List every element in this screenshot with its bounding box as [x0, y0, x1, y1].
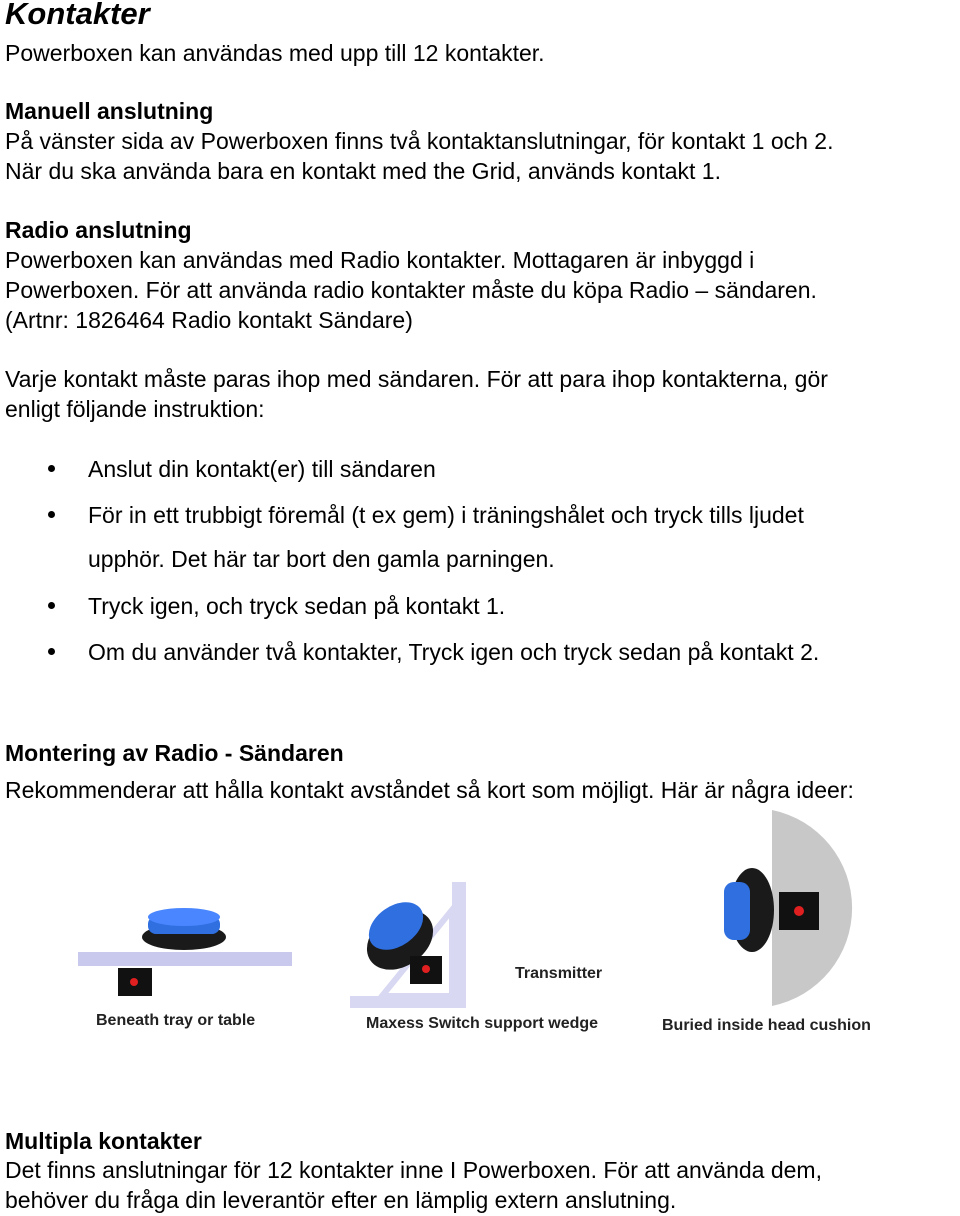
caption: Beneath tray or table: [96, 1012, 256, 1029]
radio-line-3: (Artnr: 1826464 Radio kontakt Sändare): [5, 307, 413, 333]
caption: Maxess Switch support wedge: [366, 1015, 599, 1032]
caption: Buried inside head cushion: [662, 1017, 871, 1034]
radio-heading: Radio anslutning: [5, 217, 192, 243]
intro-text: Powerboxen kan användas med upp till 12 kontakter.: [5, 40, 545, 66]
page-title: Kontakter: [5, 0, 150, 31]
transmitter-label: Transmitter: [515, 965, 603, 982]
switch-button: [724, 882, 750, 940]
bullet-icon: [48, 511, 55, 518]
radio-line-1: Powerboxen kan användas med Radio kontakter. Mottagaren är inbyggd i: [5, 247, 755, 273]
multiple-heading: Multipla kontakter: [5, 1128, 202, 1154]
transmitter-led: [422, 965, 430, 973]
bullet-icon: [48, 465, 55, 472]
pair-line-2: enligt följande instruktion:: [5, 396, 265, 422]
list-item: Tryck igen, och tryck sedan på kontakt 1.: [88, 593, 506, 619]
list-item-continuation: upphör. Det här tar bort den gamla parningen.: [88, 546, 555, 572]
manual-line-1: På vänster sida av Powerboxen finns två kontaktanslutningar, för kontakt 1 och 2.: [5, 128, 834, 154]
figure-head-cushion: [662, 810, 871, 1034]
figure-support-wedge: [350, 882, 602, 1032]
manual-line-2: När du ska använda bara en kontakt med the Grid, används kontakt 1.: [5, 158, 721, 184]
transmitter-led: [794, 906, 804, 916]
mounting-text: Rekommenderar att hålla kontakt avståndet så kort som möjligt. Här är några ideer:: [5, 777, 854, 803]
list-item: För in ett trubbigt föremål (t ex gem) i träningshålet och tryck tills ljudet: [88, 502, 804, 528]
figure-beneath-tray: [78, 908, 292, 1029]
list-item: Om du använder två kontakter, Tryck igen och tryck sedan på kontakt 2.: [88, 639, 820, 665]
tray-shape: [78, 952, 292, 966]
manual-heading: Manuell anslutning: [5, 98, 214, 124]
pair-line-1: Varje kontakt måste paras ihop med sändaren. För att para ihop kontakterna, gör: [5, 366, 828, 392]
mounting-illustration: [0, 800, 960, 1050]
bullet-icon: [48, 648, 55, 655]
bullet-icon: [48, 602, 55, 609]
radio-line-2: Powerboxen. För att använda radio kontakter måste du köpa Radio – sändaren.: [5, 277, 817, 303]
multiple-line-1: Det finns anslutningar för 12 kontakter inne I Powerboxen. För att använda dem,: [5, 1157, 822, 1183]
list-item: Anslut din kontakt(er) till sändaren: [88, 456, 436, 482]
mounting-heading: Montering av Radio - Sändaren: [5, 740, 344, 766]
multiple-line-2: behöver du fråga din leverantör efter en lämplig extern anslutning.: [5, 1187, 677, 1213]
transmitter-led: [130, 978, 138, 986]
switch-button-top: [148, 908, 220, 926]
